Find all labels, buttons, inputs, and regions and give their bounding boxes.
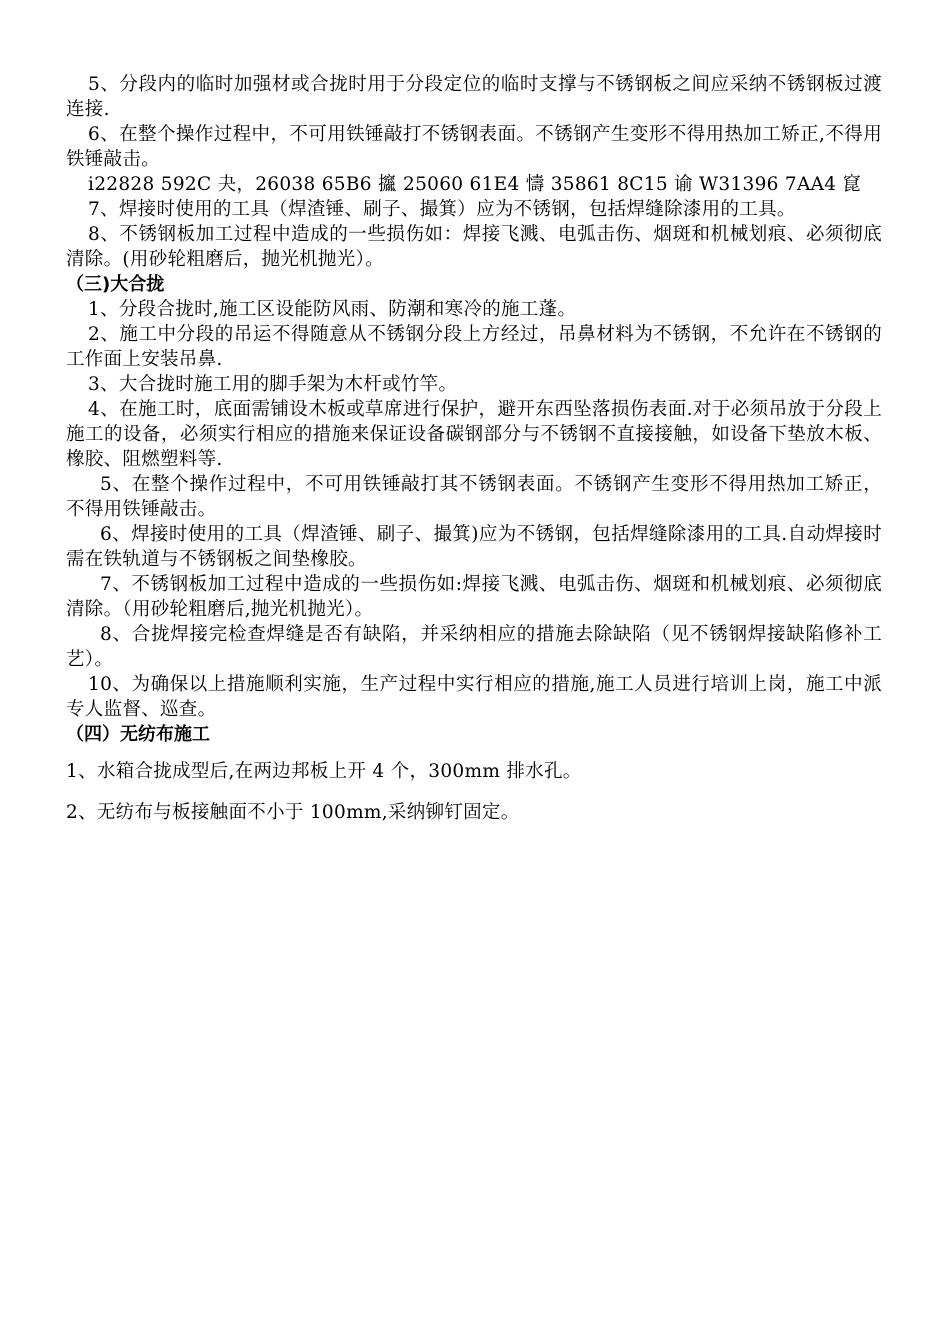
paragraph-item-8: 8、不锈钢板加工过程中造成的一些损伤如：焊接飞溅、电弧击伤、烟斑和机械划痕、必须彻底清除。(用砂轮粗磨后，抛光机抛光）。 (66, 224, 882, 270)
paragraph-item-6: 6、在整个操作过程中，不可用铁锤敲打不锈钢表面。不锈钢产生变形不得用热加工矫正,不得用铁锤敲击。 (66, 124, 882, 170)
section3-item-6: 6、焊接时使用的工具（焊渣锤、刷子、撮箕)应为不锈钢，包括焊缝除漆用的工具.自动焊接时需在铁轨道与不锈钢板之间垫橡胶。 (66, 524, 882, 570)
section3-item-4: 4、在施工时，底面需铺设木板或草席进行保护，避开东西坠落损伤表面.对于必须吊放于分段上施工的设备，必须实行相应的措施来保证设备碳钢部分与不锈钢不直接接触，如设备下垫放木板、橡胶、阻燃塑料等. (66, 399, 882, 470)
section3-item-7: 7、不锈钢板加工过程中造成的一些损伤如:焊接飞溅、电弧击伤、烟斑和机械划痕、必须彻底清除。（用砂轮粗磨后,抛光机抛光）。 (66, 574, 882, 620)
section-heading-3: （三)大合拢 (66, 274, 165, 295)
section3-item-5: 5、在整个操作过程中，不可用铁锤敲打其不锈钢表面。不锈钢产生变形不得用热加工矫正，不得用铁锤敲击。 (66, 474, 882, 520)
paragraph-garbled-code: i22828 592C 夬，26038 65B6 攨 25060 61E4 懤 35861 8C15 谕 W31396 7AA4 窤 (88, 174, 862, 195)
paragraph-item-5: 5、分段内的临时加强材或合拢时用于分段定位的临时支撑与不锈钢板之间应采纳不锈钢板过渡连接. (66, 74, 882, 120)
section-heading-4: （四）无纺布施工 (66, 724, 210, 745)
section3-item-2: 2、施工中分段的吊运不得随意从不锈钢分段上方经过，吊鼻材料为不锈钢，不允许在不锈钢的工作面上安装吊鼻. (66, 324, 882, 370)
section3-item-10: 10、为确保以上措施顺利实施，生产过程中实行相应的措施,施工人员进行培训上岗，施工中派专人监督、巡查。 (66, 674, 882, 720)
section4-item-1: 1、水箱合拢成型后,在两边邦板上开 4 个，300mm 排水孔。 (66, 761, 582, 782)
section3-item-8: 8、合拢焊接完检查焊缝是否有缺陷，并采纳相应的措施去除缺陷（见不锈钢焊接缺陷修补工艺）。 (66, 624, 882, 670)
section4-item-2: 2、无纺布与板接触面不小于 100mm,采纳铆钉固定。 (66, 802, 520, 823)
section3-item-1: 1、分段合拢时,施工区设能防风雨、防潮和寒冷的施工蓬。 (88, 299, 577, 320)
document-page (66, 72, 882, 825)
section3-item-3: 3、大合拢时施工用的脚手架为木杆或竹竿。 (88, 374, 458, 395)
paragraph-item-7: 7、焊接时使用的工具（焊渣锤、刷子、撮箕）应为不锈钢，包括焊缝除漆用的工具。 (88, 199, 796, 220)
